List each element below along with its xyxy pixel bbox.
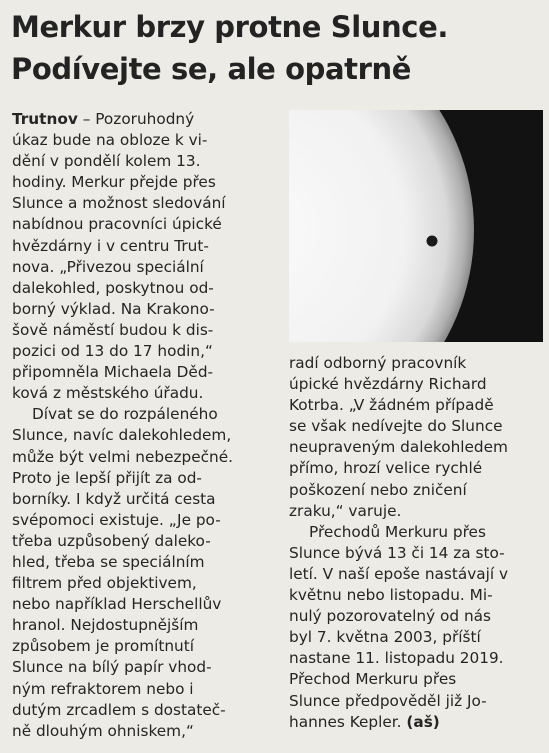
mercury-dot — [427, 236, 438, 247]
text-line: hled, třeba se speciálním — [12, 552, 205, 571]
text-line: hvězdárny i v centru Trut- — [12, 236, 209, 255]
text-line: úkaz bude na obloze k vi- — [12, 131, 208, 150]
paragraph-2 — [12, 404, 280, 742]
text-line: může být velmi nebezpečné. — [12, 447, 234, 466]
text-line: šově náměstí budou k dis- — [12, 320, 214, 339]
text-line: nova. „Přivezou speciální — [12, 257, 204, 276]
text-line: Slunce, navíc dalekohledem, — [12, 426, 232, 445]
text-line: dalekohled, poskytnou od- — [12, 278, 214, 297]
text-line: Proto je lepší přijít za od- — [12, 468, 202, 487]
text-line: ným refraktorem nebo i — [12, 679, 194, 698]
right-column — [289, 353, 543, 733]
photo-mercury-transit — [289, 110, 543, 342]
text-span: hannes Kepler. — [289, 712, 407, 731]
text-line: ně dlouhým ohniskem,“ — [12, 721, 194, 740]
text-line: borníky. I když určitá cesta — [12, 489, 216, 508]
text-line: úpické hvězdárny Richard — [289, 375, 487, 394]
text-line: Slunce předpověděl již Jo- — [289, 691, 487, 710]
text-line — [12, 109, 280, 130]
paragraph-1 — [12, 109, 280, 404]
text-line: se však nedívejte do Slunce — [289, 417, 503, 436]
text-line: Přechod Merkuru přes — [289, 670, 457, 689]
text-line: nabídnou pracovníci úpické — [12, 215, 222, 234]
text-line: Slunce na bílý papír vhod- — [12, 658, 212, 677]
sun-disc — [289, 110, 474, 342]
text-line: Kotrba. „V žádném případě — [289, 396, 494, 415]
text-line: Slunce bývá 13 či 14 za sto- — [289, 543, 505, 562]
text-line: pozici od 13 do 17 hodin,“ — [12, 342, 213, 361]
text-line — [289, 712, 543, 733]
text-line: ková z městského úřadu. — [12, 384, 204, 403]
text-line: byl 7. května 2003, příští — [289, 628, 481, 647]
headline-line-1: Merkur brzy protne Slunce. — [11, 10, 448, 44]
text-line: poškození nebo zničení — [289, 480, 467, 499]
paragraph-3 — [289, 353, 543, 522]
text-line: hodiny. Merkur přejde přes — [12, 173, 216, 192]
text-line: nastane 11. listopadu 2019. — [289, 649, 504, 668]
sun-with-mercury-photo-icon — [289, 110, 543, 342]
text-line: třeba uzpůsobený daleko- — [12, 531, 211, 550]
text-line: dění v pondělí kolem 13. — [12, 152, 201, 171]
text-line: letí. V naší epoše nastávají v — [289, 564, 509, 583]
text-line: filtrem před objektivem, — [12, 574, 197, 593]
text-line: neupraveným dalekohledem — [289, 438, 508, 457]
text-line: způsobem je promítnutí — [12, 637, 194, 656]
left-column — [12, 109, 280, 742]
text-line: připomněla Michaela Děd- — [12, 363, 214, 382]
author-signature: (aš) — [406, 712, 440, 731]
text-line: radí odborný pracovník — [289, 354, 467, 372]
paragraph-4 — [289, 522, 543, 733]
text-line: nulý pozorovatelný od nás — [289, 607, 491, 626]
location-dateline: Trutnov — [12, 110, 78, 128]
text-line: svépomoci existuje. „Je po- — [12, 510, 221, 529]
text-span: – Pozoruhodný — [77, 110, 195, 128]
text-line: květnu nebo listopadu. Mi- — [289, 586, 493, 605]
text-line: borný výklad. Na Krakono- — [12, 299, 215, 318]
text-line: Slunce a možnost sledování — [12, 194, 226, 213]
text-line: Přechodů Merkuru přes — [309, 522, 486, 541]
text-line: zraku,“ varuje. — [289, 501, 402, 520]
text-line: hranol. Nejdostupnějším — [12, 616, 199, 635]
headline — [11, 6, 539, 90]
text-line: Dívat se do rozpáleného — [32, 405, 218, 424]
text-line: nebo například Herschellův — [12, 595, 222, 614]
text-line: dutým zrcadlem s dostateč- — [12, 700, 226, 719]
text-line: přímo, hrozí velice rychlé — [289, 459, 483, 478]
headline-line-2: Podívejte se, ale opatrně — [11, 52, 412, 86]
